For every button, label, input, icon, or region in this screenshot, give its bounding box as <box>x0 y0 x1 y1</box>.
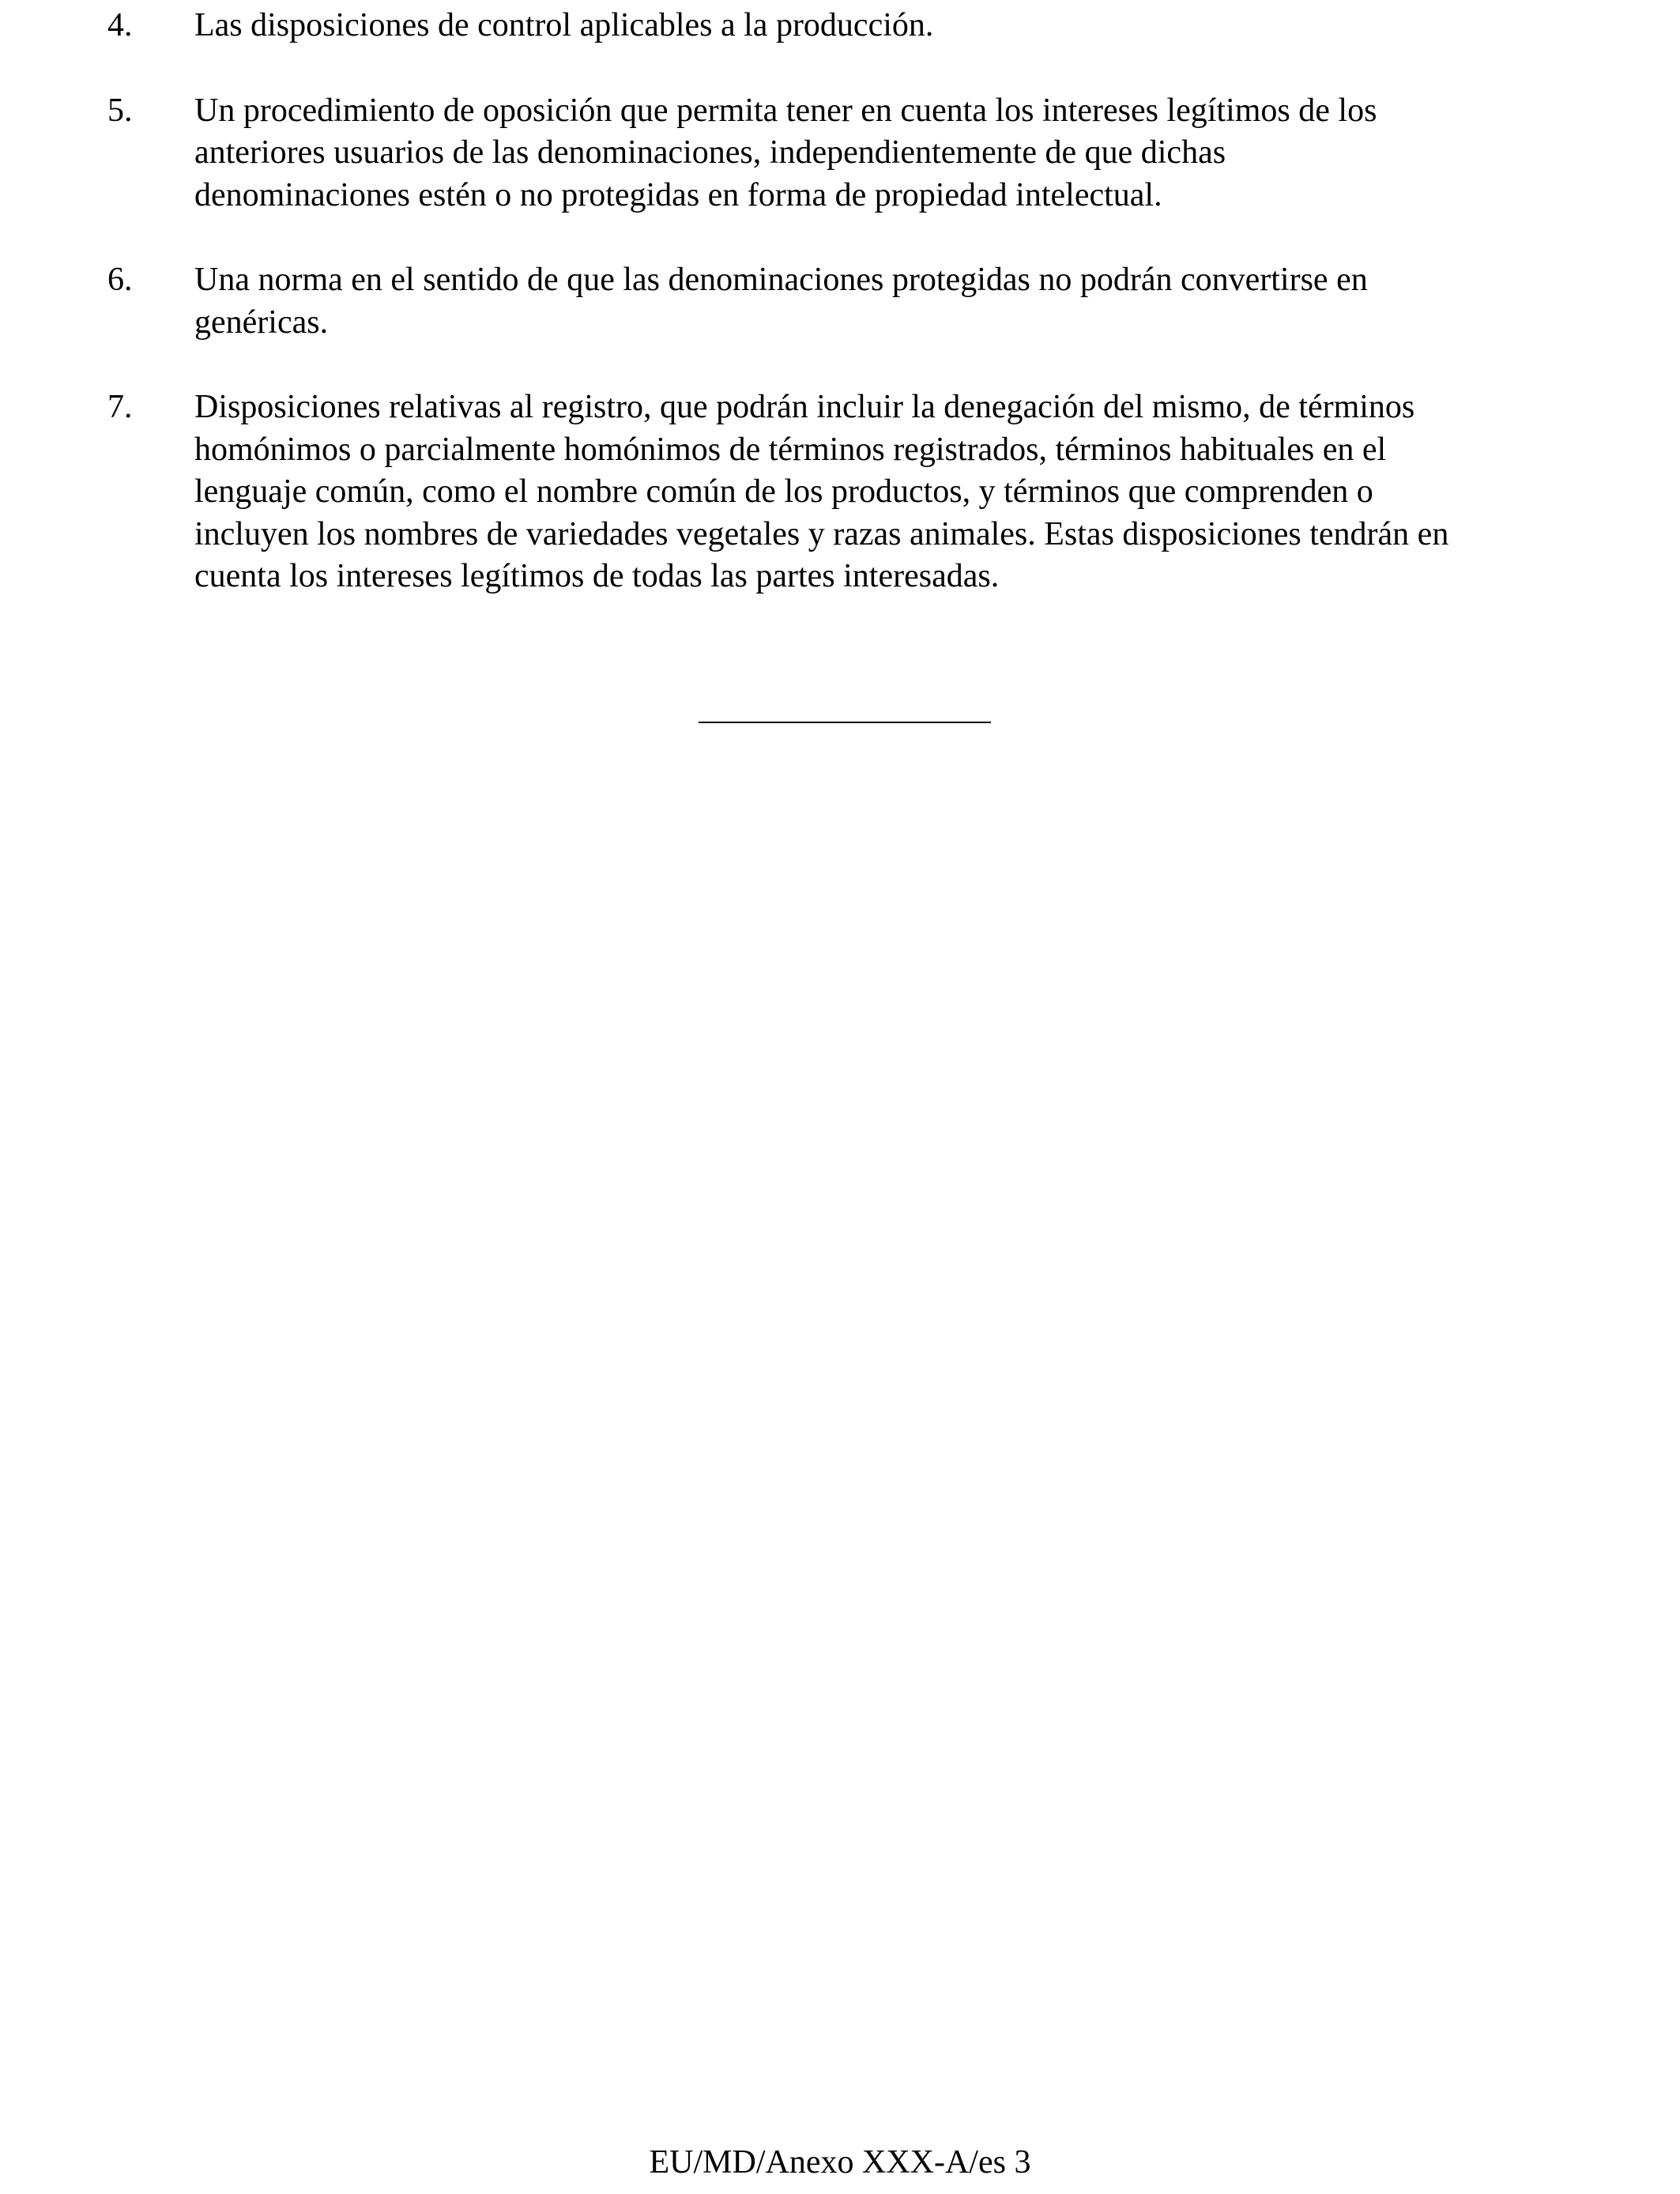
text-line: homónimos o parcialmente homónimos de términos registrados, términos habituales en el <box>194 431 1387 468</box>
provisions-list <box>107 5 1609 641</box>
list-item <box>107 90 1609 217</box>
text-line: genéricas. <box>194 303 329 341</box>
section-divider <box>699 722 991 723</box>
text-line: Un procedimiento de oposición que permita tener en cuenta los intereses legítimos de los <box>194 92 1377 129</box>
list-item <box>107 259 1609 344</box>
item-number: 7. <box>107 389 133 425</box>
item-text <box>194 5 1609 47</box>
item-text <box>194 90 1609 217</box>
text-line: cuenta los intereses legítimos de todas las partes interesadas. <box>194 558 1000 594</box>
item-number: 4. <box>107 7 133 43</box>
list-item <box>107 386 1609 598</box>
list-item <box>107 5 1609 47</box>
text-line: lenguaje común, como el nombre común de los productos, y términos que comprenden o <box>194 473 1373 510</box>
page-footer: EU/MD/Anexo XXX-A/es 3 <box>649 2144 1031 2181</box>
text-line: Disposiciones relativas al registro, que podrán incluir la denegación del mismo, de términos <box>194 389 1415 425</box>
item-text <box>194 259 1609 344</box>
item-text <box>194 386 1609 598</box>
item-number: 6. <box>107 262 133 298</box>
text-line: incluyen los nombres de variedades vegetales y razas animales. Estas disposiciones tendrán en <box>194 515 1449 552</box>
text-line: Las disposiciones de control aplicables a la producción. <box>194 7 934 43</box>
text-line: denominaciones estén o no protegidas en forma de propiedad intelectual. <box>194 176 1162 213</box>
text-line: anteriores usuarios de las denominaciones, independientemente de que dichas <box>194 134 1226 171</box>
item-number: 5. <box>107 92 133 129</box>
text-line: Una norma en el sentido de que las denominaciones protegidas no podrán convertirse en <box>194 262 1368 298</box>
